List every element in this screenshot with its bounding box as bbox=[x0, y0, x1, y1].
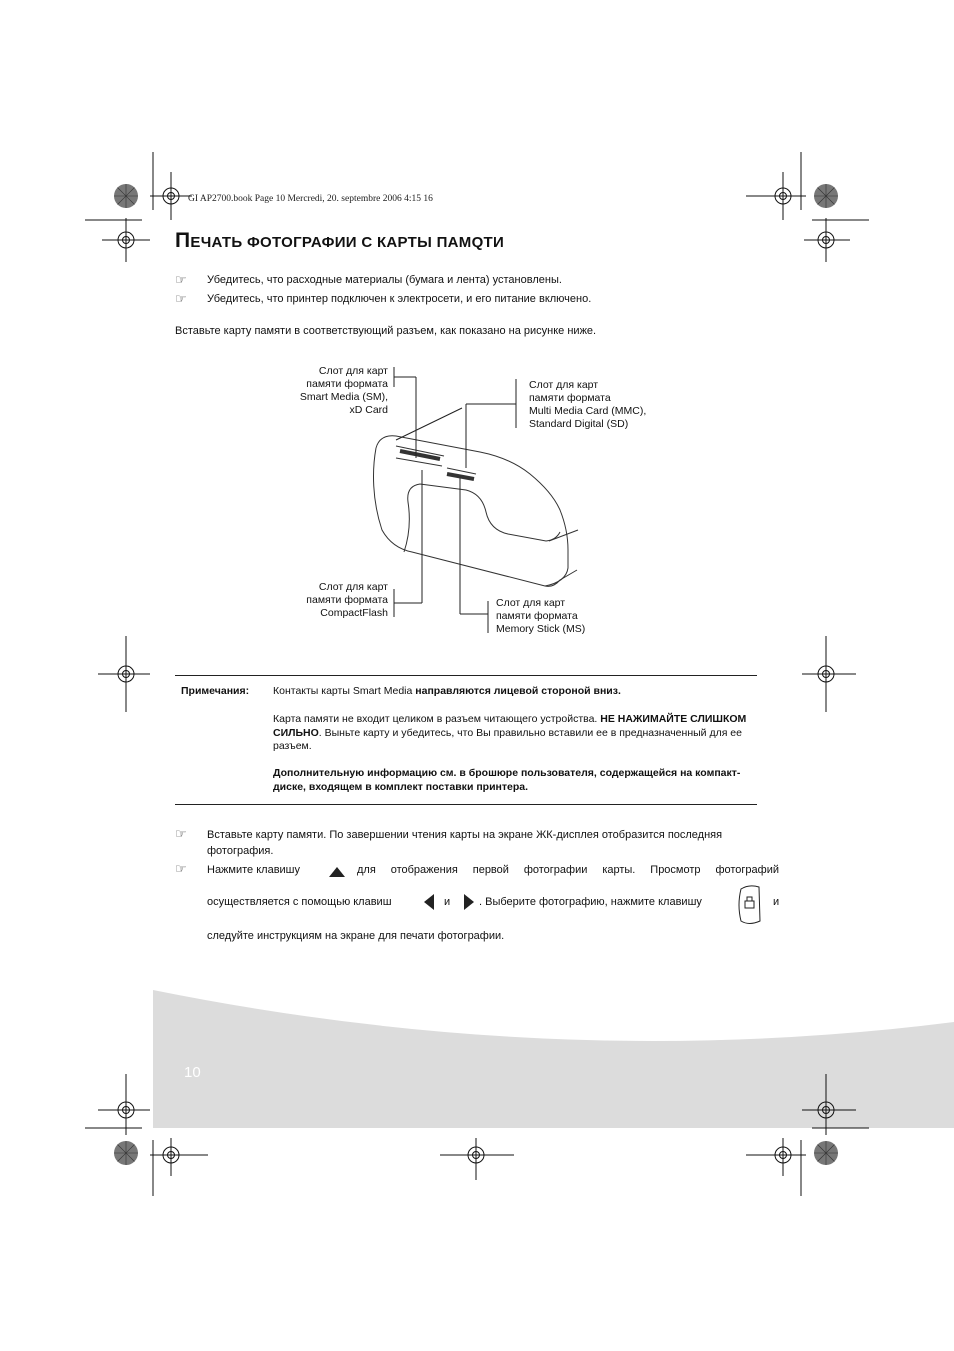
notes-heading: Примечания: bbox=[181, 685, 250, 697]
note-1-bold: направляются лицевой стороной вниз. bbox=[415, 685, 621, 697]
note-1-text: Контакты карты Smart Media bbox=[273, 685, 416, 697]
title-initial: П bbox=[175, 229, 191, 252]
book-info-line: GI AP2700.book Page 10 Mercredi, 20. septembre 2006 4:15 16 bbox=[188, 194, 433, 204]
left-triangle-key-icon bbox=[423, 893, 435, 911]
label-compactflash-slot: Слот для карт памяти формата CompactFlash bbox=[306, 581, 388, 619]
note-2 bbox=[273, 713, 753, 754]
note-2-text-end: . Выньте карту и убедитесь, что Вы правильно вставили ее в предназначенный для ее разъем. bbox=[273, 726, 742, 752]
step-2-text-d: . Выберите фотографию, нажмите клавишу bbox=[479, 896, 702, 908]
check-item-text: Убедитесь, что расходные материалы (бумага и лента) установлены. bbox=[207, 274, 562, 286]
up-triangle-key-icon bbox=[328, 866, 346, 878]
pointing-hand-icon: ☞ bbox=[175, 862, 187, 877]
intro-text: Вставьте карту памяти в соответствующий разъем, как показано на рисунке ниже. bbox=[175, 325, 597, 337]
note-1 bbox=[273, 685, 753, 699]
step-2-text-c: осуществляется с помощью клавиш bbox=[207, 896, 392, 908]
note-2-text: Карта памяти не входит целиком в разъем читающего устройства. bbox=[273, 713, 601, 725]
pointing-hand-icon: ☞ bbox=[175, 292, 187, 307]
pointing-hand-icon: ☞ bbox=[175, 827, 187, 842]
label-memory-stick-slot: Слот для карт памяти формата Memory Stick (MS) bbox=[496, 597, 586, 635]
note-2-bold: НЕ НАЖИМАЙТЕ СЛИШКОМ СИЛЬНО bbox=[273, 713, 747, 739]
title-rest: ЕЧАТЬ ФОТОГРАФИИ С КАРТЫ ПАМQТИ bbox=[190, 234, 505, 251]
step-item bbox=[175, 827, 779, 859]
pointing-hand-icon: ☞ bbox=[175, 273, 187, 288]
note-3 bbox=[273, 767, 753, 794]
notes-top-rule bbox=[175, 675, 757, 676]
step-2-text-a: Нажмите клавишу bbox=[207, 864, 301, 876]
step-2-and-2: и bbox=[773, 896, 780, 908]
label-smart-media-slot: Слот для карт памяти формата Smart Media (SM), xD Card bbox=[299, 365, 388, 416]
right-triangle-key-icon bbox=[463, 893, 475, 911]
note-3-bold: Дополнительную информацию см. в брошюре пользователя, содержащейся на компакт-диске, входящем в комплект поставки принтера. bbox=[273, 767, 741, 793]
step-2-text-e: следуйте инструкциям на экране для печати фотографии. bbox=[207, 930, 505, 942]
check-item-text: Убедитесь, что принтер подключен к электросети, и его питание включено. bbox=[207, 293, 592, 305]
page-number: 10 bbox=[184, 1064, 201, 1081]
print-key-icon bbox=[735, 883, 763, 927]
label-mmc-sd-slot: Слот для карт памяти формата Multi Media Card (MMC), Standard Digital (SD) bbox=[529, 379, 647, 430]
notes-bottom-rule bbox=[175, 804, 757, 805]
step-2-and: и bbox=[444, 896, 451, 908]
step-1-text: Вставьте карту памяти. По завершении чтения карты на экране ЖК-дисплея отобразится последняя фотография. bbox=[207, 829, 723, 857]
step-2-text-b: для отображения первой фотографии карты. Просмотр фотографий bbox=[357, 864, 779, 876]
